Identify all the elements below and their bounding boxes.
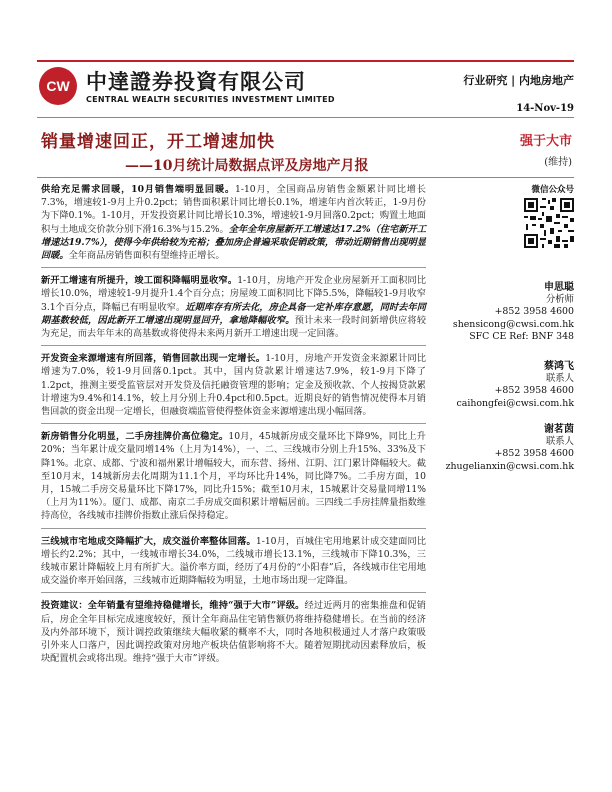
report-date: 14-Nov-19	[516, 103, 574, 114]
svg-text:CW: CW	[46, 78, 70, 94]
paragraph-land: 三线城市宅地成交降幅扩大，成交溢价率整体回落。1-10月，百城住宅用地累计成交建面同比增长约2.2%；其中，一线城市增长34.0%，二线城市增长13.1%，三线城市下降10.3%，三线城市累计降幅较上月有所扩大。溢价率方面，经历了4月份的“小阳春”后，各线城市住宅用地成交溢价率开始回落，三线城市近期降幅较为明显，土地市场出现一定降温。	[41, 535, 427, 587]
analyst-ce-ref: SFC CE Ref: BNF 348	[469, 330, 574, 342]
company-logo-icon	[38, 66, 78, 106]
contact-phone: +852 3958 4600	[494, 385, 574, 397]
paragraph-divider	[41, 592, 426, 593]
contact-card	[457, 361, 575, 410]
qr-code-icon	[522, 196, 576, 250]
company-name-en: CENTRAL WEALTH SECURITIES INVESTMENT LIMITED	[86, 95, 335, 104]
company-name-cn: 中達證券投資有限公司	[86, 70, 306, 94]
paragraph-divider	[41, 528, 426, 529]
paragraph-divider	[41, 423, 426, 424]
report-category: 行业研究 | 内地房地产	[463, 74, 574, 87]
analyst-email[interactable]: shensicong@cwsi.com.hk	[452, 318, 574, 330]
analyst-phone: +852 3958 4600	[494, 306, 574, 318]
header-divider	[37, 117, 574, 118]
wechat-label: 微信公众号	[531, 185, 574, 195]
contact-name: 蔡鸿飞	[544, 361, 574, 372]
analyst-card	[453, 282, 574, 343]
paragraph-housing-sales: 新房销售分化明显，二手房挂牌价高位稳定。10月，45城新房成交量环比下降9%，同比上升20%；当年累计成交量同增14%（上月为14%），一、二、三线城市分别上升15%、33%及下降1%。北京、成都、宁波和福州累计增幅较大，而东营、扬州、江阴、江门累计降幅较大。截至10月末，14城新房去化周期为11.1个月，平均环比升14%，同比降7%。二手房方面，10月，15城二手房交易量环比下降17%，同比升15%；截至10月末，15城累计交易量同增11%（上月为11%）。厦门、成都、南京二手房成交面积累计增幅居前。三四线二手房挂牌量指数维持高位，各线城市挂牌价指数止涨后保持稳定。	[41, 431, 426, 522]
header-top-rule	[37, 60, 574, 62]
report-title: 销量增速回正，开工增速加快	[41, 132, 275, 152]
report-subtitle: ——10月统计局数据点评及房地产月报	[125, 158, 369, 174]
contact-phone: +852 3958 4600	[494, 448, 574, 460]
contact-email[interactable]: zhugelianxin@cwsi.com.hk	[445, 460, 574, 472]
contact-card	[446, 424, 574, 473]
contact-name: 谢茗茵	[544, 424, 574, 435]
paragraph-divider	[41, 267, 426, 268]
analyst-role: 分析师	[545, 294, 574, 306]
report-body	[41, 183, 426, 666]
paragraph-sales: 供给充足需求回暖，10月销售端明显回暖。1-10月，全国商品房销售金额累计同比增长7.3%，增速较1-9月上升0.2pct；销售面积累计同比增长0.1%，增速年内首次转正，1-9月份为下降0.1%。1-10月，开发投资累计同比增长10.3%，增速较1-9月回落0.2pct；购置土地面积与土地成交价款分别下滑16.3%与15.2%。全年全年房屋新开工增速达17.2%（住宅新开工增速达19.7%），使得今年供给较为充裕；叠加房企普遍采取促销政策，带动近期销售出现明显回暖。全年商品房销售面积有望维持正增长。	[41, 184, 427, 262]
analyst-name: 申思聪	[544, 282, 574, 293]
contact-email[interactable]: caihongfei@cwsi.com.hk	[456, 397, 574, 409]
paragraph-new-starts: 新开工增速有所提升，竣工面积降幅明显收窄。1-10月，房地产开发企业房屋新开工面积同比增长10.0%，增速较1-9月提升1.4个百分点；房屋竣工面积同比下降5.5%，降幅较1-9月收窄3.1个百分点，降幅已有明显收窄。近期库存有所去化，房企具备一定补库存意愿，同时去年同期基数较低，因此新开工增速出现明显回升，拿地降幅收窄。预计未来一段时间新增供应将较为充足，而去年年末的高基数或将使得未来两月新开工增速出现一定回落。	[41, 275, 427, 340]
contact-role: 联系人	[545, 373, 574, 385]
title-divider	[37, 177, 574, 178]
paragraph-funding: 开发资金来源增速有所回落，销售回款出现一定增长。1-10月，房地产开发资金来源累计同比增速为7.0%，较1-9月回落0.1pct。其中，国内贷款累计增速达7.9%，较1-9月下降了1.2pct，推测主要受监管层对开发贷及信托融资管理的影响；定金及预收款、个人按揭贷款累计增速为9.4%和14.1%，较上月分别上升0.4pct和0.5pct。近期良好的销售情况使得本月销售回款的资金出现一定增长，但融资端监管使得整体资金来源增速出现小幅回落。	[41, 353, 427, 418]
paragraph-divider	[41, 345, 426, 346]
rating-maintain: (维持)	[544, 157, 572, 168]
rating-label: 强于大市	[519, 134, 572, 149]
paragraph-investment: 投资建议：全年销量有望维持稳健增长，维持“强于大市”评级。经过近两月的密集推盘和促销后，房企全年目标完成速度较好，预计全年商品住宅销售额仍将维持稳健增长。在当前的经济及内外部环境下，预计调控政策继续大幅收紧的概率不大，同时各地积极通过人才落户政策吸引外来人口落户，因此调控政策对房地产板块估值影响将不大。随着短期扰动因素释放后，板块配置机会或将出现。维持“强于大市”评级。	[41, 600, 426, 665]
contact-role: 联系人	[545, 436, 574, 448]
